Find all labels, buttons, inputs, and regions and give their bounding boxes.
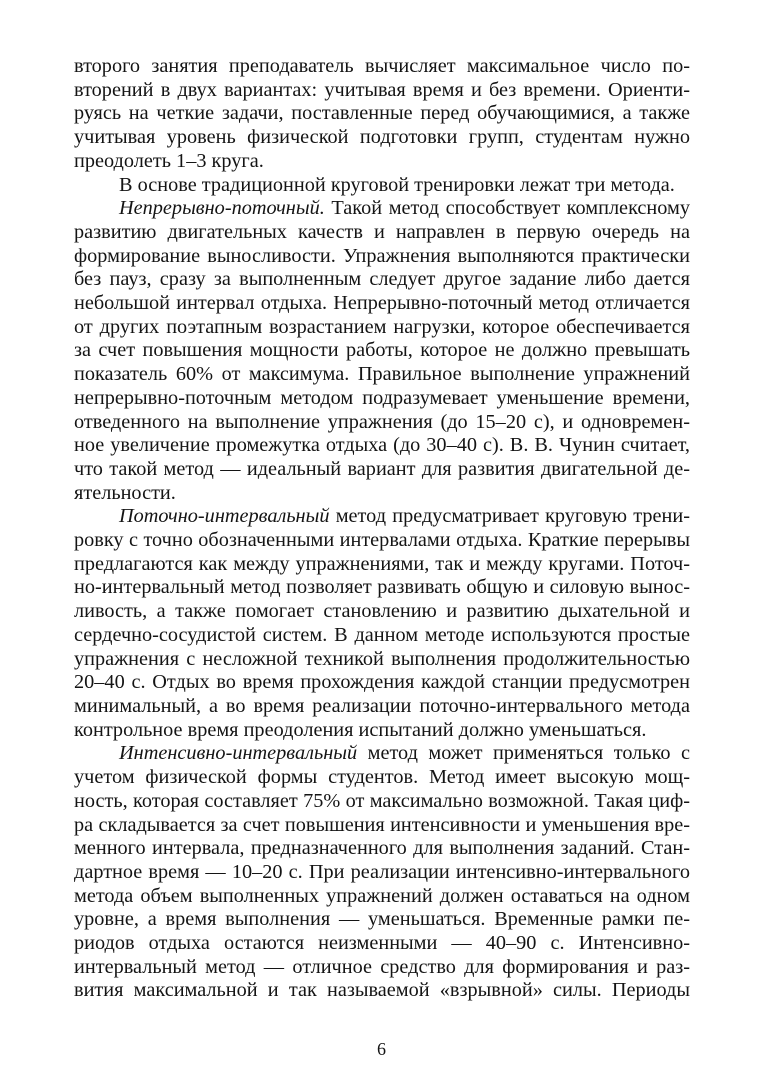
line-text: ливость, а также помогает становлению и развитию дыхательной и: [74, 600, 690, 623]
line-text: от других поэтапным возрастанием нагрузки, которое обеспечивается: [74, 315, 690, 338]
text-line: [74, 885, 690, 909]
line-text: ное увеличение промежутка отдыха (до 30–40 с). В. В. Чунин считает,: [74, 434, 690, 457]
line-text: ятельности.: [74, 481, 176, 504]
text-line: [74, 411, 690, 435]
line-text: метод предусматривает круговую трени-: [329, 505, 690, 528]
line-text: непрерывно-поточным методом подразумевает уменьшение времени,: [74, 386, 690, 409]
text-line: [74, 529, 690, 553]
text-line: [74, 742, 690, 766]
line-text: метод может применяться только с: [357, 742, 690, 765]
line-text: менного интервала, предназначенного для выполнения заданий. Стан-: [74, 837, 690, 860]
line-text: вития максимальной и так называемой «взрывной» силы. Периоды: [74, 979, 690, 1002]
text-line: [74, 979, 690, 1003]
text-line: [74, 316, 690, 340]
page-number: 6: [377, 1039, 386, 1059]
line-text: вторений в двух вариантах: учитывая время и без времени. Ориенти-: [74, 78, 690, 101]
text-line: [74, 837, 690, 861]
text-line: [74, 719, 690, 743]
line-text: руясь на четкие задачи, поставленные перед обучающимися, а также: [74, 102, 690, 125]
text-line: [74, 150, 690, 174]
method-name: Поточно-интервальный: [119, 505, 330, 528]
line-text: сердечно-сосудистой систем. В данном методе используются простые: [74, 623, 690, 646]
text-line: [74, 624, 690, 648]
text-line: [74, 55, 690, 79]
line-text: что такой метод — идеальный вариант для развития двигательной де-: [74, 457, 690, 480]
text-line: [74, 814, 690, 838]
text-line: [74, 908, 690, 932]
text-line: [74, 648, 690, 672]
line-text: 20–40 с. Отдых во время прохождения каждой станции предусмотрен: [74, 671, 690, 694]
text-line: [74, 458, 690, 482]
line-text: учетом физической формы студентов. Метод имеет высокую мощ-: [74, 766, 690, 789]
line-text: формирование выносливости. Упражнения выполняются практически: [74, 244, 690, 267]
method-name: Непрерывно-поточный.: [119, 197, 325, 220]
text-line: [74, 174, 690, 198]
line-text: показатель 60% от максимума. Правильное выполнение упражнений: [74, 363, 690, 386]
text-line: [74, 553, 690, 577]
line-text: второго занятия преподаватель вычисляет максимальное число по-: [74, 55, 690, 77]
line-text: минимальный, а во время реализации поточно-интервального метода: [74, 694, 690, 717]
line-text: Такой метод способствует комплексному: [324, 197, 690, 220]
text-line: [74, 221, 690, 245]
line-text: учитывая уровень физической подготовки групп, студентам нужно: [74, 126, 690, 149]
line-text: без пауз, сразу за выполненным следует другое задание либо дается: [74, 268, 690, 291]
text-line: [74, 600, 690, 624]
text-line: [74, 695, 690, 719]
line-text: риодов отдыха остаются неизменными — 40–90 с. Интенсивно-: [74, 932, 690, 955]
line-text: развитию двигательных качеств и направлен в первую очередь на: [74, 220, 690, 243]
line-text: отведенного на выполнение упражнения (до 15–20 с), и одновремен-: [74, 410, 690, 433]
line-text: контрольное время преодоления испытаний должно уменьшаться.: [74, 718, 647, 741]
text-line: [74, 126, 690, 150]
line-text: предлагаются как между упражнениями, так и между кругами. Поточ-: [74, 552, 690, 575]
text-line: [74, 292, 690, 316]
text-line: [74, 434, 690, 458]
text-line: [74, 766, 690, 790]
text-line: [74, 932, 690, 956]
text-line: [74, 505, 690, 529]
line-text: В основе традиционной круговой тренировки лежат три метода.: [119, 173, 675, 196]
text-line: [74, 339, 690, 363]
method-name: Интенсивно-интервальный: [119, 742, 358, 765]
text-line: [74, 268, 690, 292]
line-text: ровку с точно обозначенными интервалами отдыха. Краткие перерывы: [74, 529, 690, 552]
line-text: но-интервальный метод позволяет развивать общую и силовую вынос-: [74, 576, 690, 599]
text-line: [74, 956, 690, 980]
line-text: дартное время — 10–20 с. При реализации интенсивно-интервального: [74, 860, 690, 883]
line-text: за счет повышения мощности работы, которое не должно превышать: [74, 339, 690, 362]
text-line: [74, 482, 690, 506]
text-line: [74, 197, 690, 221]
text-line: [74, 790, 690, 814]
text-line: [74, 245, 690, 269]
line-text: упражнения с несложной техникой выполнения продолжительностью: [74, 647, 690, 670]
text-line: [74, 387, 690, 411]
line-text: преодолеть 1–3 круга.: [74, 149, 264, 172]
text-line: [74, 576, 690, 600]
line-text: небольшой интервал отдыха. Непрерывно-поточный метод отличается: [74, 292, 690, 315]
text-line: [74, 79, 690, 103]
page-body-text: [74, 55, 690, 1003]
line-text: уровне, а время выполнения — уменьшаться. Временные рамки пе-: [74, 908, 690, 931]
text-line: [74, 861, 690, 885]
text-line: [74, 363, 690, 387]
line-text: ра складывается за счет повышения интенсивности и уменьшения вре-: [74, 813, 690, 836]
line-text: интервальный метод — отличное средство для формирования и раз-: [74, 955, 690, 978]
line-text: метода объем выполненных упражнений должен оставаться на одном: [74, 884, 690, 907]
line-text: ность, которая составляет 75% от максимально возможной. Такая циф-: [74, 789, 690, 812]
text-line: [74, 102, 690, 126]
text-line: [74, 671, 690, 695]
